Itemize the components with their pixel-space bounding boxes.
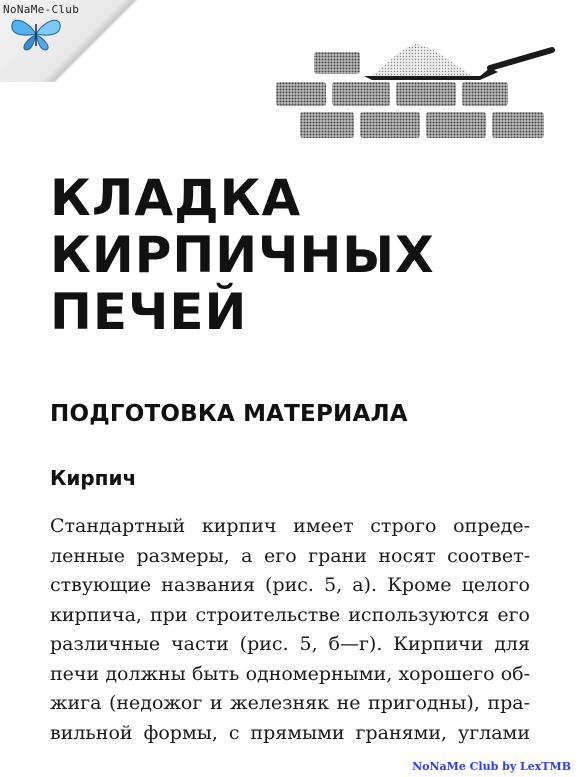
body-line: ствующие названия (рис. 5, а). Кроме целого <box>50 574 530 596</box>
title-line: КИРПИЧНЫХ <box>50 226 435 284</box>
body-line: жига (недожог и железняк не пригодны), пра- <box>50 692 530 714</box>
butterfly-icon <box>6 14 66 54</box>
title-line: КЛАДКА <box>50 169 302 227</box>
page-title <box>50 170 435 341</box>
body-paragraph <box>50 512 530 748</box>
body-line: вильной формы, с прямыми гранями, углами <box>50 721 530 744</box>
body-line: кирпича, при строительстве используются его <box>50 603 530 626</box>
section-title: ПОДГОТОВКА МАТЕРИАЛА <box>50 401 408 427</box>
body-line: печи должны быть одномерными, хорошего об- <box>50 662 530 685</box>
body-line: ленные размеры, а его грани носят соответ- <box>50 544 530 567</box>
body-line: Стандартный кирпич имеет строго опреде- <box>50 515 530 537</box>
watermark: NoNaMe Club by LexTMB <box>412 760 571 773</box>
title-line: ПЕЧЕЙ <box>50 283 248 341</box>
bricks-trowel-icon <box>276 40 556 148</box>
body-line: различные части (рис. 5, б—г). Кирпичи для <box>50 633 530 655</box>
subsection-title: Кирпич <box>50 466 137 490</box>
logo-text: NoNaMe-Club <box>3 3 80 16</box>
corner-logo <box>0 0 142 82</box>
